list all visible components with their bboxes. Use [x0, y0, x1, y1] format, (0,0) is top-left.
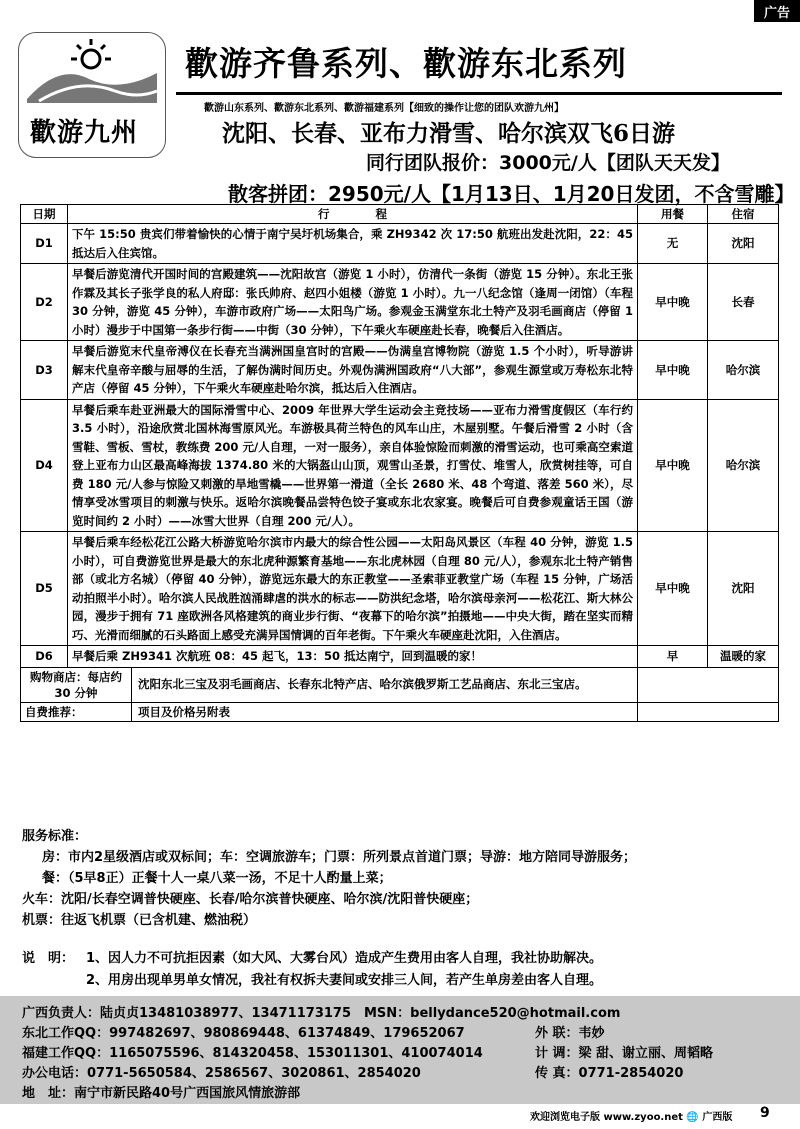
header-itinerary: 行 程 [68, 205, 638, 224]
contact-line: 办公电话：0771-5650584、2586567、3020861、2854020 [22, 1066, 421, 1081]
contact-line: 福建工作QQ：1165075596、814320458、153011301、410074014 [22, 1046, 483, 1061]
shopping-label: 购物商店：每店约 30 分钟 [21, 668, 132, 702]
desc-cell: 早餐后乘 ZH9341 次航班 08：45 起飞，13：50 抵达南宁，回到温暖的家！ [68, 646, 638, 668]
page-number: 9 [760, 1105, 770, 1121]
desc-cell: 早餐后乘车赴亚洲最大的国际滑雪中心、2009 年世界大学生运动会主竞技场——亚布力滑雪度假区（车行约 3.5 小时），沿途欣赏北国林海雪原风光。车游极具荷兰特色的风车山庄，木屋别墅。午餐后滑雪 2 小时（含雪鞋、雪板、雪杖，教练费 200 元/人自理，一对一服务），亲自体验惊险而刺激的滑雪运动，也可乘高空索道登上亚布力山区最高峰海拔 1374.80 米的大锅盔山山顶，观雪山圣景，打雪仗、堆雪人，欣赏树挂等，可自费 180 元/人参与惊险又刺激的旱地雪橇——世界第一滑道（全长 2680 米、48 个弯道、落差 560 米），尽情享受冰雪项目的刺激与快乐。返哈尔滨晚餐品尝特色饺子宴或东北农家宴。晚餐后可自费参观童话王国（游览时间约 2 小时）——冰雪大世界（自理 200 元/人）。 [68, 399, 638, 532]
header-meal: 用餐 [638, 205, 708, 224]
contact-line: 广西负责人：陆贞贞13481038977、13471173175 MSN：bellydance520@hotmail.com [22, 1006, 621, 1021]
individual-price: 散客拼团：2950元/人【1月13日、1月20日发团，不含雪雕】 [228, 182, 795, 206]
desc-cell: 下午 15:50 贵宾们带着愉快的心情于南宁吴圩机场集合，乘 ZH9342 次 17:50 航班出发赴沈阳，22：45 抵达后入住宾馆。 [68, 224, 638, 264]
service-line: 房：市内2星级酒店或双标间；车：空调旅游车；门票：所列景点首道门票；导游：地方陪同导游服务； [42, 850, 637, 865]
meal-cell: 早 [638, 646, 708, 668]
contact-line: 地 址：南宁市新民路40号广西国旅风情旅游部 [22, 1086, 301, 1101]
itinerary-table [20, 204, 779, 722]
main-title: 歡游齐鲁系列、歡游东北系列 [185, 44, 627, 83]
meal-cell: 早中晚 [638, 264, 708, 341]
shopping-empty [638, 667, 779, 702]
day-cell: D6 [21, 646, 68, 668]
title-divider [176, 92, 782, 95]
day-cell: D4 [21, 399, 68, 532]
table-row [21, 399, 779, 532]
site-credit: 欢迎浏览电子版 www.zyoo.net 🌐 广西版 [530, 1112, 733, 1123]
service-line: 机票：往返飞机票（已含机建、燃油税） [22, 913, 257, 928]
selfpay-cell [21, 702, 638, 721]
stay-cell: 温暖的家 [708, 646, 779, 668]
route-title: 沈阳、长春、亚布力滑雪、哈尔滨双飞6日游 [222, 120, 676, 147]
meal-cell: 早中晚 [638, 341, 708, 400]
shopping-cell [21, 667, 638, 702]
day-cell: D3 [21, 341, 68, 400]
table-row [21, 224, 779, 264]
stay-cell: 哈尔滨 [708, 341, 779, 400]
stay-cell: 长春 [708, 264, 779, 341]
meal-cell: 早中晚 [638, 532, 708, 646]
contact-line: 外 联：韦妙 [535, 1026, 605, 1041]
meal-cell: 早中晚 [638, 399, 708, 532]
logo-text: 歡游九州 [30, 118, 139, 148]
desc-cell: 早餐后游览清代开国时间的宫殿建筑——沈阳故宫（游览 1 小时），仿清代一条街（游览 15 分钟）。东北王张作霖及其长子张学良的私人府邸：张氏帅府、赵四小姐楼（游览 1 小时）。九一八纪念馆（逢周一闭馆）（车程 30 分钟，游览 45 分钟），车游市政府广场——太阳鸟广场。参观金玉满堂东北土特产及羽毛画商店（停留 1 小时）漫步于中国第一条步行街——中街（30 分钟），下午乘火车硬座赴长春，晚餐后入住酒店。 [68, 264, 638, 341]
note-item: 1、因人力不可抗拒因素（如大风、大雾台风）造成产生费用由客人自理，我社协助解决。 [86, 951, 603, 966]
day-cell: D2 [21, 264, 68, 341]
contact-line: 计 调：梁 甜、谢立丽、周韬略 [535, 1046, 714, 1061]
table-row [21, 646, 779, 668]
ad-tag: 广告 [754, 0, 800, 22]
desc-cell: 早餐后游览末代皇帝溥仪在长春充当满洲国皇宫时的宫殿——伪满皇宫博物院（游览 1.5 个小时），听导游讲解末代皇帝辛酸与屈辱的生活，了解伪满时间历史。外观伪满洲国政府“八大部”，参观生源堂或万寿松东北特产店（停留 45 分钟），下午乘火车硬座赴哈尔滨，抵达后入住酒店。 [68, 341, 638, 400]
notes [22, 948, 782, 992]
stay-cell: 沈阳 [708, 224, 779, 264]
table-header [21, 205, 779, 224]
header-stay: 住宿 [708, 205, 779, 224]
selfpay-row [21, 702, 779, 721]
selfpay-empty [638, 702, 779, 721]
shopping-value: 沈阳东北三宝及羽毛画商店、长春东北特产店、哈尔滨俄罗斯工艺品商店、东北三宝店。 [138, 677, 587, 692]
contact-line: 传 真：0771-2854020 [535, 1066, 684, 1081]
day-cell: D5 [21, 532, 68, 646]
header-date: 日期 [21, 205, 68, 224]
service-line: 餐：（5早8正）正餐十人一桌八菜一汤，不足十人酌量上菜； [42, 871, 392, 886]
group-price: 同行团队报价：3000元/人【团队天天发】 [366, 152, 730, 174]
table-row [21, 532, 779, 646]
stay-cell: 沈阳 [708, 532, 779, 646]
service-standards [22, 826, 782, 931]
service-line: 火车：沈阳/长春空调普快硬座、长春/哈尔滨普快硬座、哈尔滨/沈阳普快硬座； [22, 892, 479, 907]
notes-label: 说 明： [22, 951, 75, 966]
contact-footer [0, 996, 800, 1104]
series-subtitle: 歡游山东系列、歡游东北系列、歡游福建系列【细致的操作让您的团队欢游九州】 [204, 103, 564, 114]
contact-line: 东北工作QQ：997482697、980869448、61374849、179652067 [22, 1026, 465, 1041]
sun-mountain-icon [19, 33, 165, 113]
table-row [21, 264, 779, 341]
day-cell: D1 [21, 224, 68, 264]
table-row [21, 341, 779, 400]
selfpay-label: 自费推荐： [21, 703, 132, 721]
stay-cell: 哈尔滨 [708, 399, 779, 532]
note-item: 2、用房出现单男单女情况，我社有权拆夫妻间或安排三人间，若产生单房差由客人自理。 [86, 973, 603, 988]
shopping-row [21, 667, 779, 702]
meal-cell: 无 [638, 224, 708, 264]
selfpay-value: 项目及价格另附表 [138, 704, 230, 719]
service-heading: 服务标准： [22, 829, 88, 844]
desc-cell: 早餐后乘车经松花江公路大桥游览哈尔滨市内最大的综合性公园——太阳岛风景区（车程 40 分钟，游览 1.5 小时），可自费游览世界是最大的东北虎种源繁育基地——东北虎林园（自理 80 元/人），参观东北土特产销售部（或北方名城）（停留 40 分钟），游览远东最大的东正教堂——圣索菲亚教堂广场（车程 15 分钟，广场活动拍照半小时）。哈尔滨人民战胜汹涌肆虐的洪水的标志——防洪纪念塔，哈尔滨母亲河——松花江、斯大林公园，漫步于拥有 71 座欧洲各风格建筑的商业步行街、“夜幕下的哈尔滨”拍摄地——中央大街，踏在坚实而精巧、光滑而细腻的石头路面上感受充满异国情调的百年老街。下午乘火车硬座赴沈阳，入住酒店。 [68, 532, 638, 646]
